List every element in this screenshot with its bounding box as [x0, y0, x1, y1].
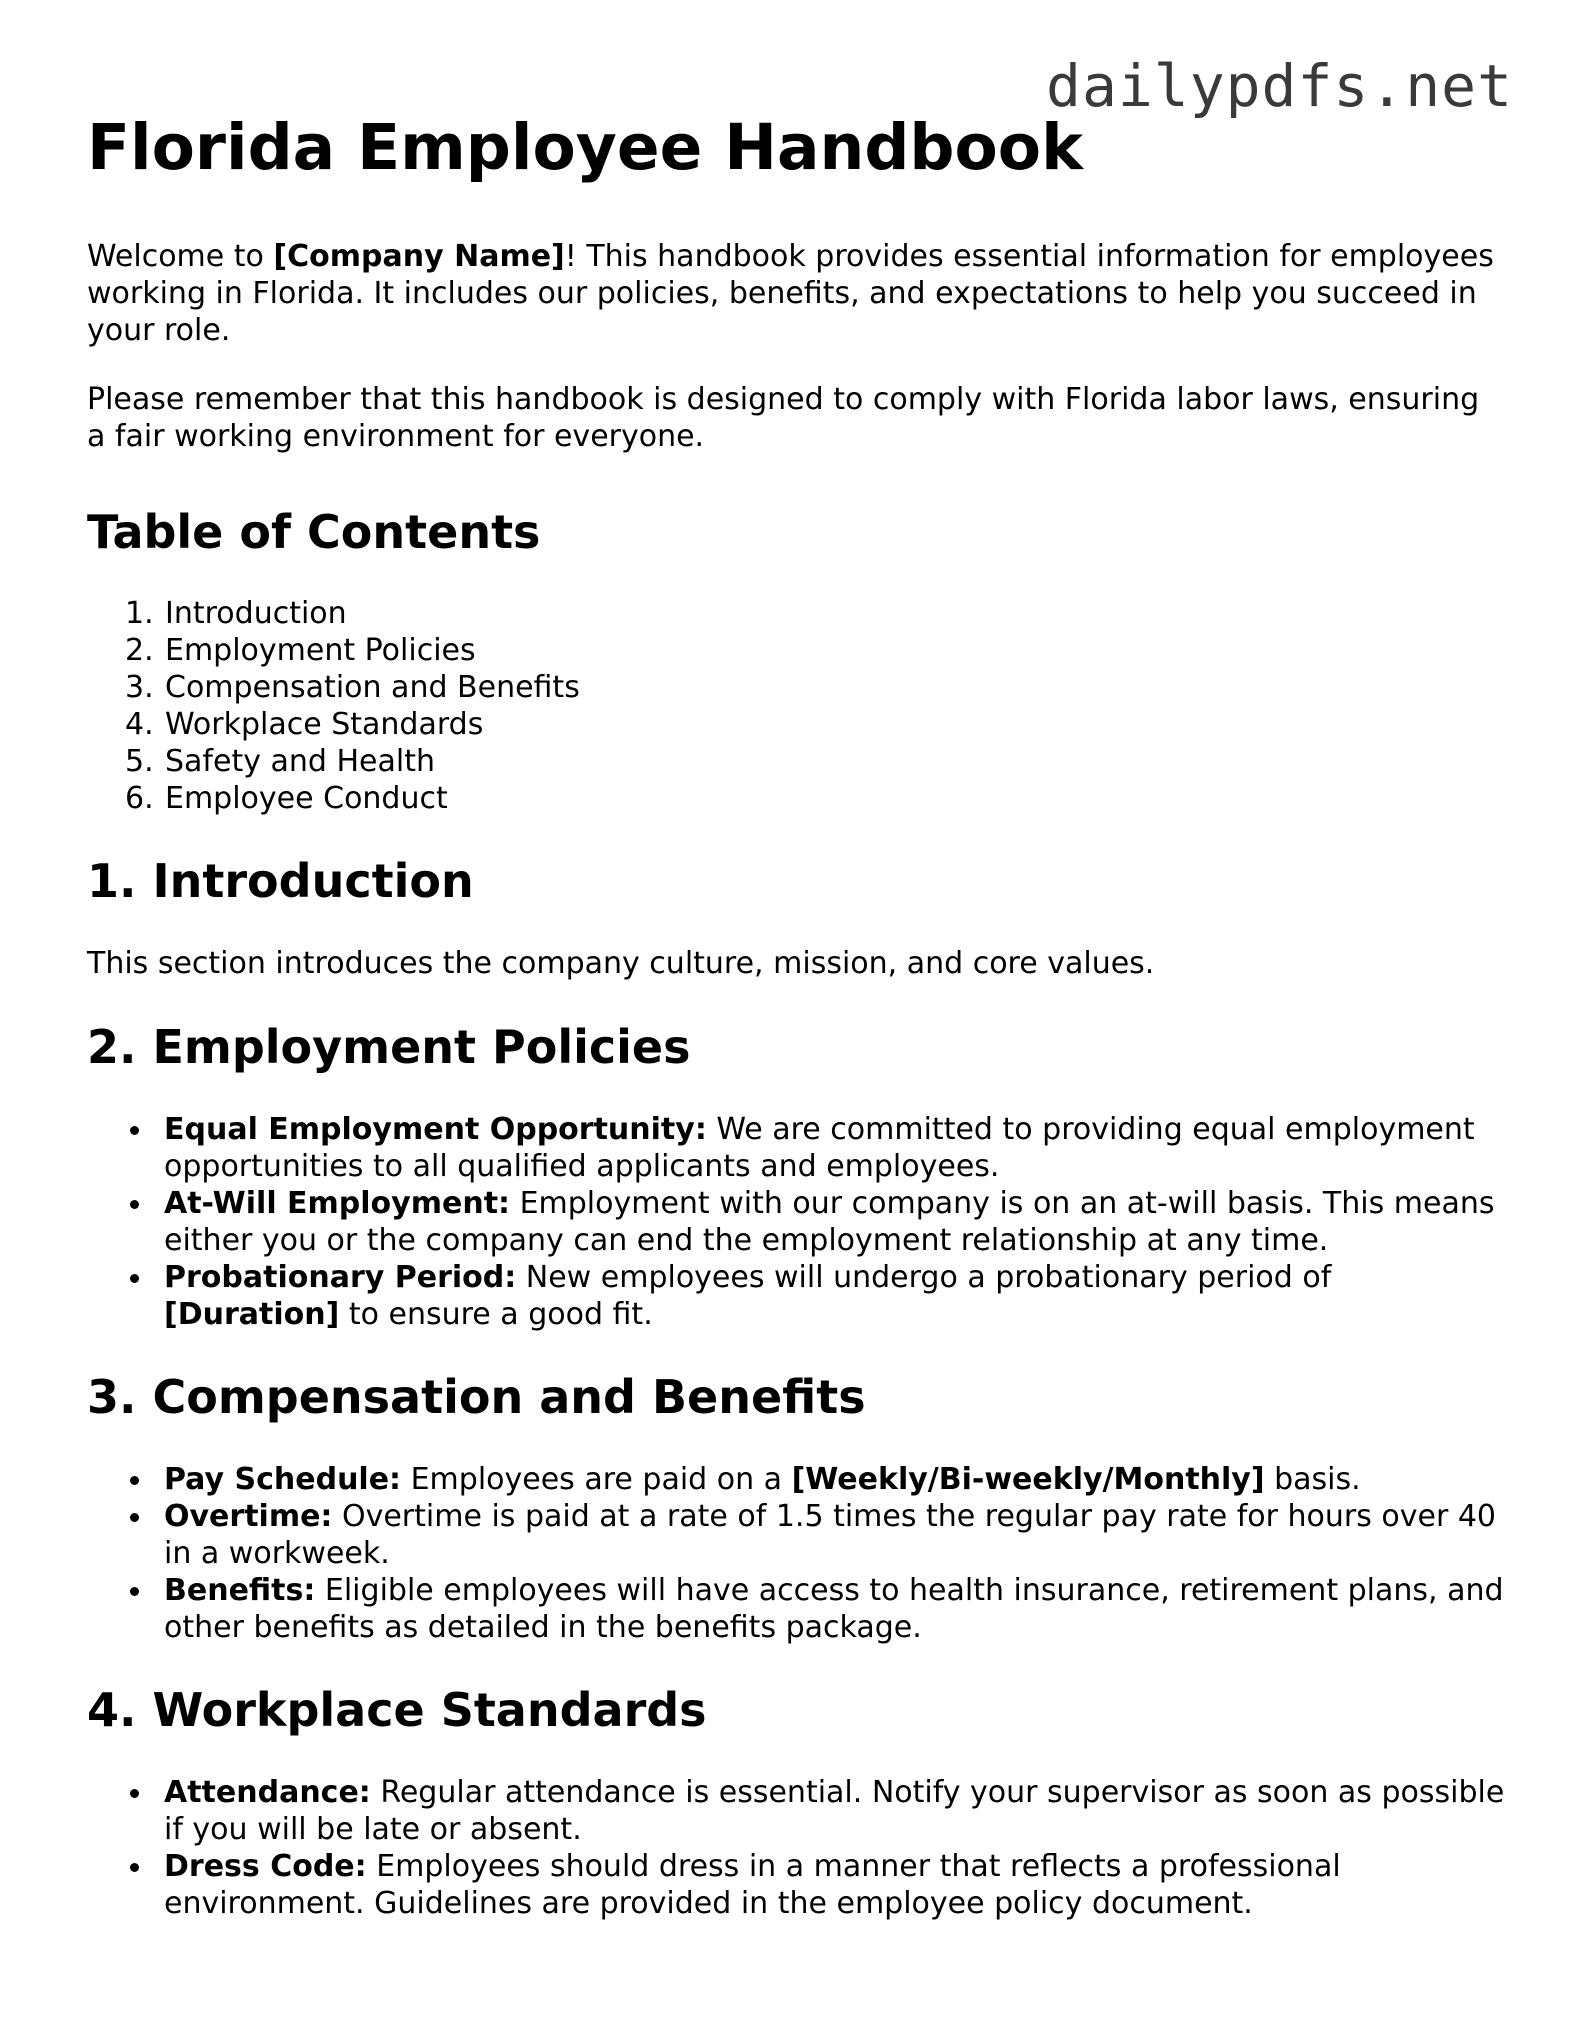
toc-label: Compensation and Benefits	[165, 670, 580, 705]
section-employment-heading: 2. Employment Policies	[87, 1020, 691, 1074]
pay-schedule-placeholder: [Weekly/Bi-weekly/Monthly]	[791, 1462, 1265, 1497]
item-text: Eligible employees will have access to health insurance, retirement plans, and other benefits as detailed in the benefits package.	[164, 1573, 1504, 1645]
list-item	[87, 1848, 1507, 1922]
toc-item-3	[87, 669, 1507, 706]
toc-label: Employment Policies	[165, 633, 476, 668]
section-compensation-heading: 3. Compensation and Benefits	[87, 1370, 866, 1424]
item-text: basis.	[1264, 1462, 1361, 1497]
section-introduction-text: This section introduces the company culture, mission, and core values.	[87, 946, 1155, 981]
list-item	[87, 1185, 1507, 1259]
intro-prefix: Welcome to	[87, 239, 274, 274]
item-text: New employees will undergo a probationary period of	[516, 1260, 1332, 1295]
item-term: Attendance:	[164, 1775, 371, 1810]
toc-heading: Table of Contents	[87, 505, 541, 559]
section-introduction-heading: 1. Introduction	[87, 854, 474, 908]
toc-num: 3.	[125, 670, 154, 705]
item-term: Benefits:	[164, 1573, 316, 1608]
item-text: Overtime is paid at a rate of 1.5 times the regular pay rate for hours over 40 in a workweek.	[164, 1499, 1497, 1571]
item-term: Pay Schedule:	[164, 1462, 402, 1497]
item-text: Regular attendance is essential. Notify your supervisor as soon as possible if you will be late or absent.	[164, 1775, 1505, 1847]
list-item	[87, 1111, 1507, 1185]
workplace-standards-list	[87, 1774, 1507, 1922]
list-item	[87, 1774, 1507, 1848]
item-text: Employees should dress in a manner that reflects a professional environment. Guidelines are provided in the employee policy document.	[164, 1849, 1341, 1921]
intro-paragraph-2: Please remember that this handbook is designed to comply with Florida labor laws, ensuring a fair working environment for everyone.	[87, 382, 1480, 454]
toc-num: 5.	[125, 744, 154, 779]
duration-placeholder: [Duration]	[164, 1297, 340, 1332]
toc-num: 6.	[125, 781, 154, 816]
intro-paragraph-1	[87, 238, 1507, 349]
list-item	[87, 1461, 1507, 1498]
toc-item-4	[87, 706, 1507, 743]
item-term: Probationary Period:	[164, 1260, 517, 1295]
watermark: dailypdfs.net	[1046, 52, 1513, 120]
item-term: Dress Code:	[164, 1849, 367, 1884]
item-text: Employees are paid on a	[401, 1462, 792, 1497]
document-page	[87, 108, 1507, 1922]
toc-num: 1.	[125, 596, 154, 631]
list-item	[87, 1498, 1507, 1572]
employment-policies-list	[87, 1111, 1507, 1333]
toc-num: 2.	[125, 633, 154, 668]
section-workplace-heading: 4. Workplace Standards	[87, 1683, 707, 1737]
toc-label: Introduction	[165, 596, 347, 631]
compensation-list	[87, 1461, 1507, 1646]
intro-suffix: ! This handbook provides essential information for employees working in Florida. It includes our policies, benefits, and expectations to help you succeed in your role.	[87, 239, 1494, 348]
toc-item-5	[87, 743, 1507, 780]
item-text: Employment with our company is on an at-will basis. This means either you or the company can end the employment relationship at any time.	[164, 1186, 1495, 1258]
list-item	[87, 1572, 1507, 1646]
item-term: At-Will Employment:	[164, 1186, 511, 1221]
toc-item-6	[87, 780, 1507, 817]
toc-label: Employee Conduct	[165, 781, 448, 816]
item-text: We are committed to providing equal employment opportunities to all qualified applicants and employees.	[164, 1112, 1475, 1184]
item-text: to ensure a good fit.	[339, 1297, 653, 1332]
toc-item-2	[87, 632, 1507, 669]
item-term: Overtime:	[164, 1499, 333, 1534]
toc-item-1	[87, 595, 1507, 632]
company-name-placeholder: [Company Name]	[273, 239, 565, 274]
toc-label: Safety and Health	[165, 744, 435, 779]
toc-list	[87, 595, 1507, 817]
toc-label: Workplace Standards	[165, 707, 484, 742]
item-term: Equal Employment Opportunity:	[164, 1112, 707, 1147]
list-item	[87, 1259, 1507, 1333]
document-title: Florida Employee Handbook	[87, 111, 1083, 184]
toc-num: 4.	[125, 707, 154, 742]
